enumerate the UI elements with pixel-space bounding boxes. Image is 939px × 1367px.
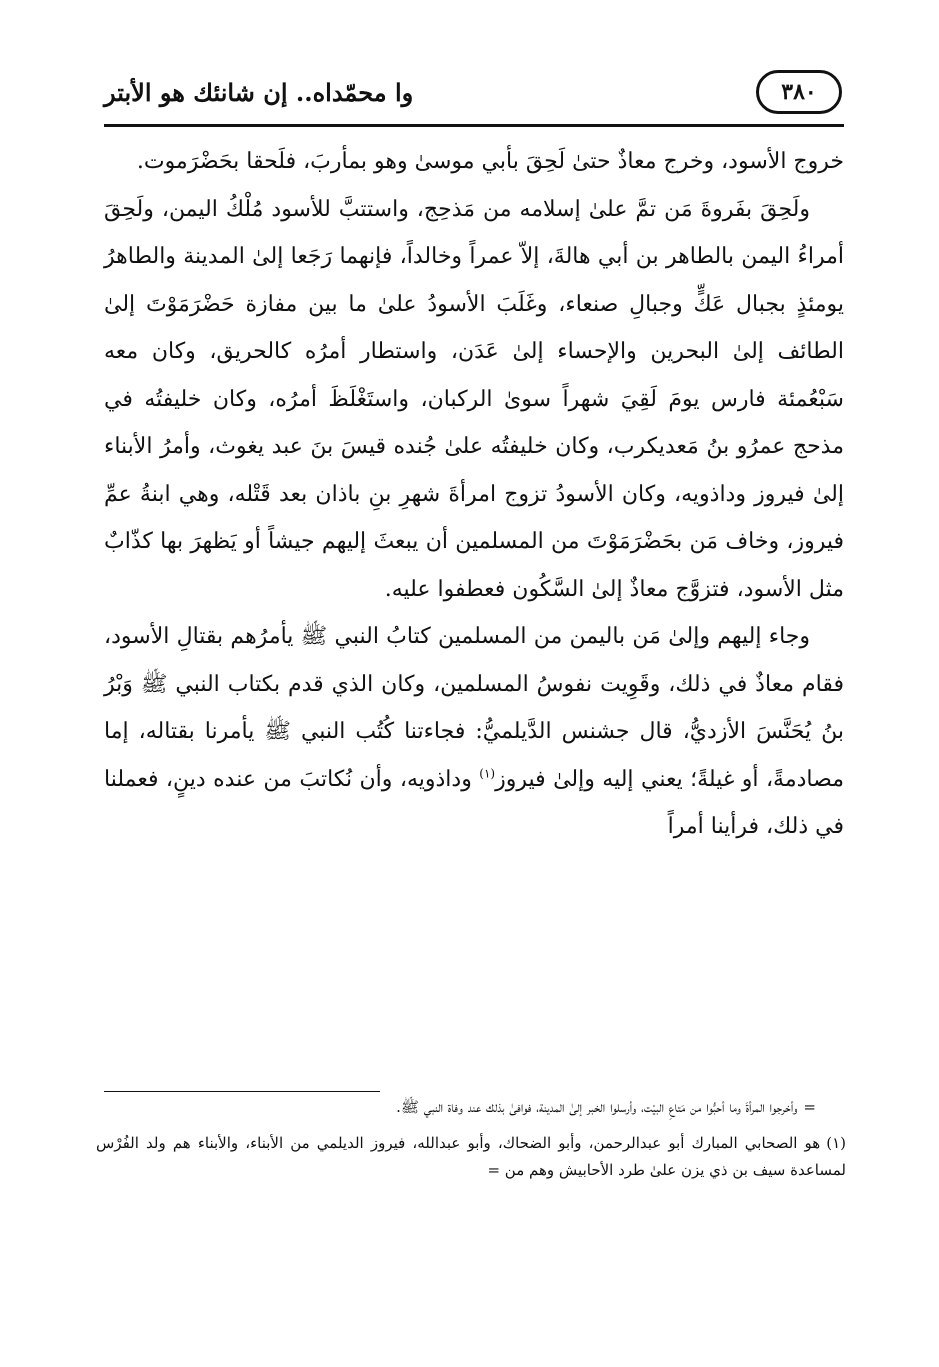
page-header <box>104 68 844 124</box>
footnote-text: وأخرجوا المرأةَ وما أحبُّوا من مَتاعِ البيْت، وأرسلوا الخبر إلىٰ المدينة، فوافىٰ بذلك عند وفاة النبي ﷺ. <box>396 1098 798 1116</box>
paragraph-text: وجاء إليهم وإلىٰ مَن باليمن من المسلمين كتابُ النبي ﷺ يأمرُهم بقتالِ الأسود، فقام معاذٌ في ذلك، وقَوِيت نفوسُ المسلمين، وكان الذي قدم بكتاب النبي ﷺ وَبْرُ بنُ يُحَنَّسَ الأزديُّ، قال جشنس الدَّيلميُّ: فجاءتنا كُتُب النبي ﷺ يأمرنا بقتاله، إما مصادمةً، أو غيلةً؛ يعني إليه وإلىٰ فيروز <box>104 624 845 792</box>
continuation-marker: = <box>803 1098 816 1116</box>
footnote-text: هو الصحابي المبارك أبو عبدالرحمن، وأبو الضحاك، وأبو عبدالله، فيروز الديلمي من الأبناء، والأبناء هم ولد الفُرْس لمساعدة سيف بن ذي يزن علىٰ طرد الأحابيش وهم من = <box>96 1133 846 1179</box>
footnote-separator <box>104 1091 380 1092</box>
footnote <box>96 1130 846 1185</box>
paragraph <box>104 613 844 851</box>
running-title: وا محمّداه.. إن شانئك هو الأبتر <box>104 78 414 107</box>
footnote-marker: (١) <box>826 1133 846 1152</box>
footnotes <box>96 1094 846 1185</box>
main-text <box>104 138 844 851</box>
paragraph: خروج الأسود، وخرج معاذٌ حتىٰ لَحِقَ بأبي موسىٰ وهو بمأربَ، فلَحقا بحَضْرَموت. <box>136 149 844 174</box>
paragraph-text: وداذويه، وأن نُكاتبَ من عنده دينٍ، فعملنا في ذلك، فرأينا أمراً <box>104 766 844 839</box>
footnote-continuation <box>96 1094 846 1122</box>
paragraph: ولَحِقَ بفَروةَ مَن تمَّ علىٰ إسلامه من مَذحِج، واستتبَّ للأسود مُلْكُ اليمن، ولَحِقَ أمراءُ اليمن بالطاهر بن أبي هالةَ، إلاّ عمراً وخالداً، فإنهما رَجَعا إلىٰ المدينة والطاهرُ يومئذٍ بجبال عَكٍّ وجبالِ صنعاء، وغَلَبَ الأسودُ علىٰ ما بين مفازة حَضْرَمَوْتَ إلىٰ الطائف إلىٰ البحرين والإحساء إلىٰ عَدَن، واستطار أمرُه كالحريق، وكان معه سَبْعُمئة فارس يومَ لَقِيَ شهراً سوىٰ الركبان، واستَغْلَظَ أمرُه، وكان خليفتُه في مذحج عمرُو بنُ مَعديكرب، وكان خليفتُه علىٰ جُنده قيسَ بنَ عبد يغوث، وأمرُ الأبناء إلىٰ فيروز وداذويه، وكان الأسودُ تزوج امرأةَ شهرِ بنِ باذان بعد قَتْله، وهي ابنةُ عمِّ فيروز، وخاف مَن بحَضْرَمَوْتَ من المسلمين أن يبعثَ إليهم جيشاً أو يَظهرَ بها كذّابٌ مثل الأسود، فتزوَّج معاذٌ إلىٰ السَّكُون فعطفوا عليه. <box>104 196 844 602</box>
page-number: ٣٨٠ <box>756 70 842 114</box>
footnote-reference[interactable]: (١) <box>479 766 496 781</box>
header-rule <box>104 124 844 127</box>
